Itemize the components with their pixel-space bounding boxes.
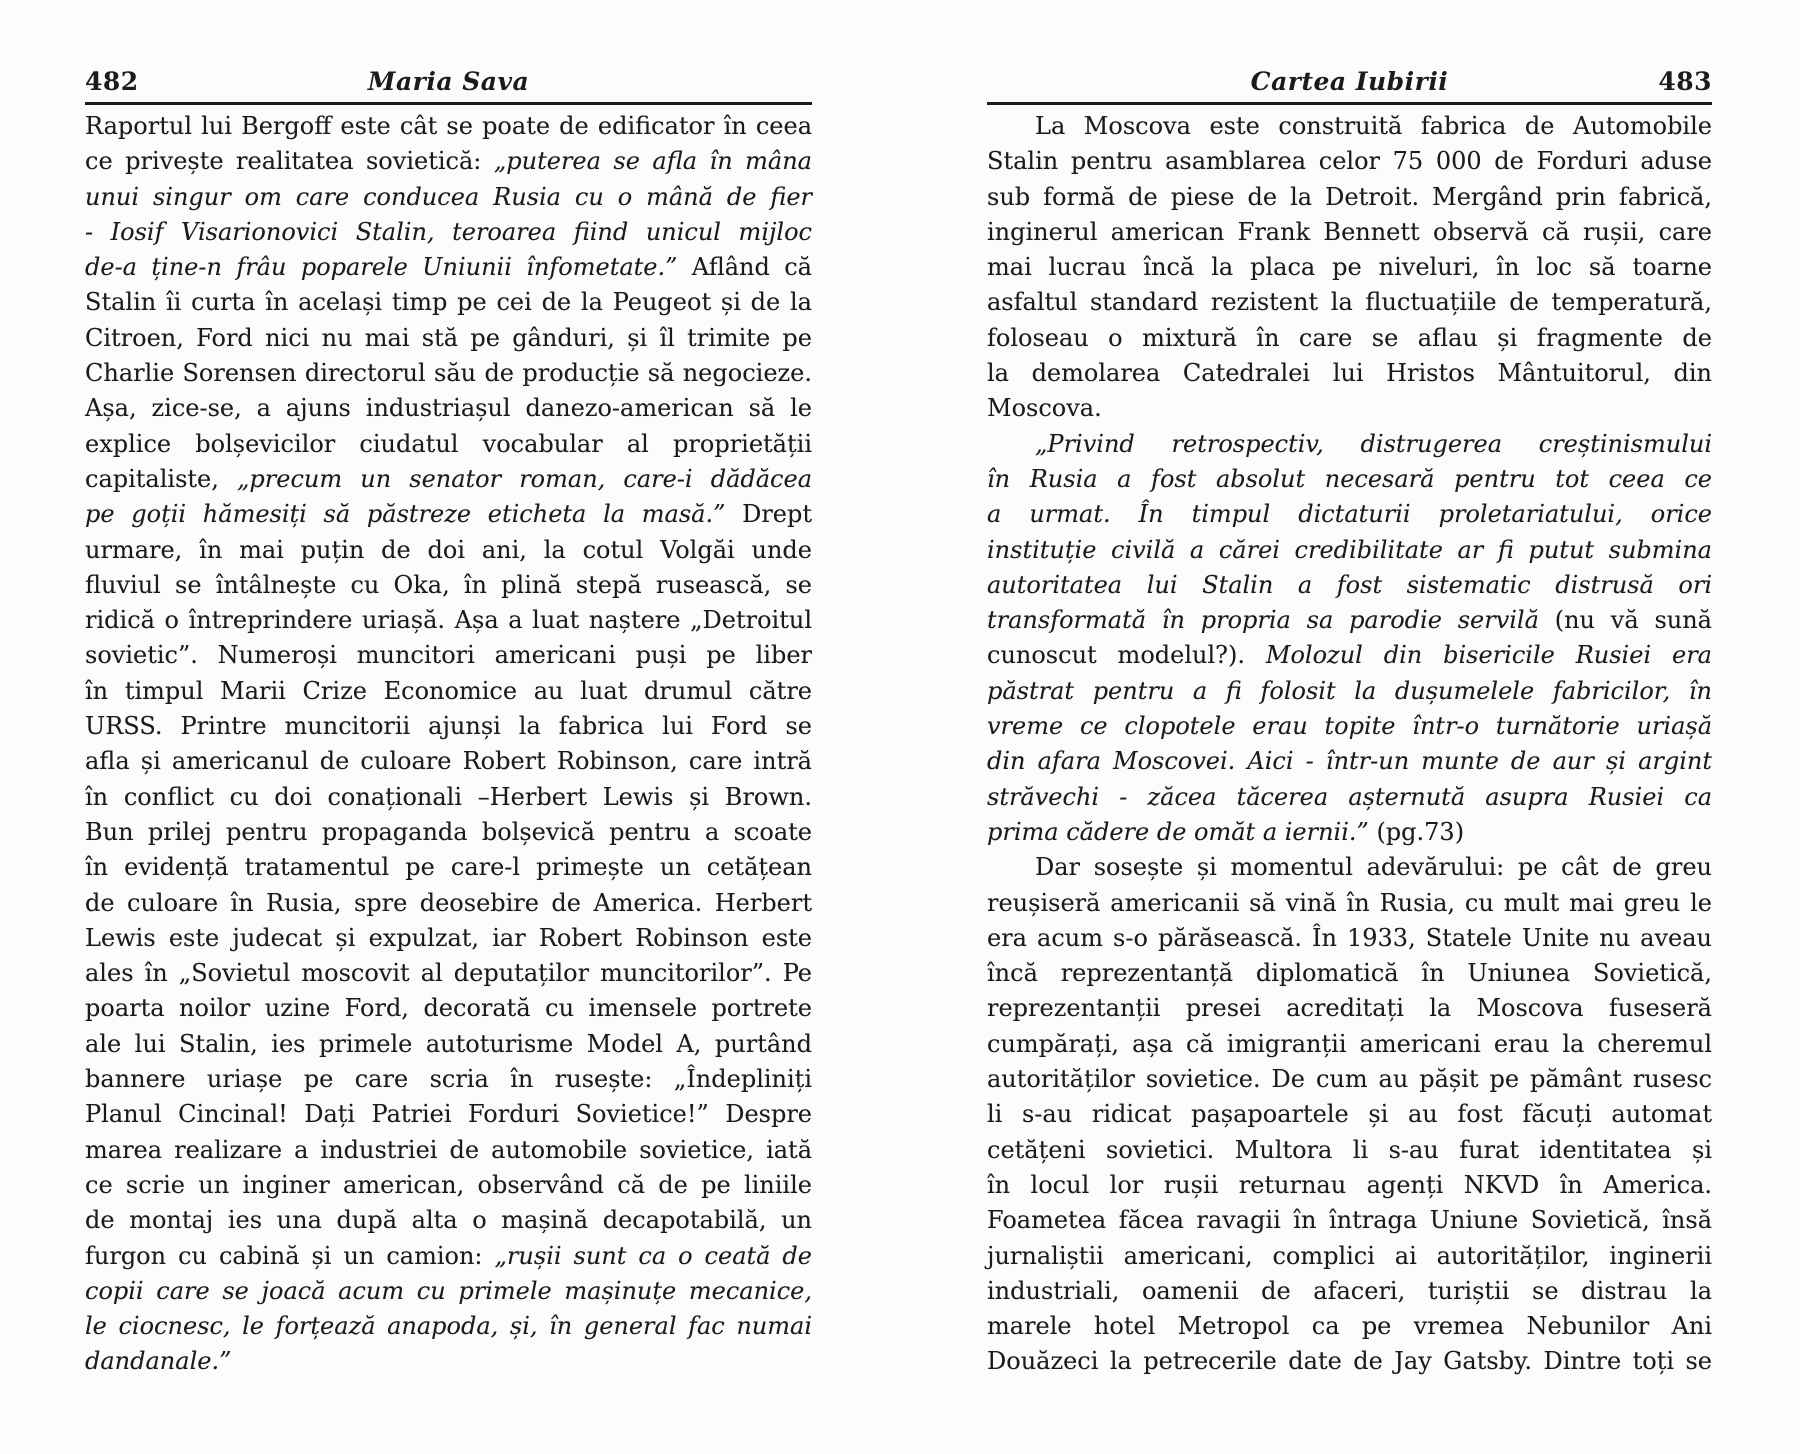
text-segment: Stalin îi curta în același timp pe cei de la Peugeot și de la	[85, 288, 812, 317]
text-line	[85, 1133, 812, 1168]
text-line	[85, 991, 812, 1026]
text-line	[85, 391, 812, 426]
text-line	[85, 850, 812, 885]
text-segment: reușiseră americanii să vină în Rusia, cu mult mai greu le	[987, 888, 1712, 917]
text-segment: Lewis este judecat și expulzat, iar Robert Robinson este	[85, 923, 812, 952]
italic-text-segment: unui singur om care conducea Rusia cu o mână de fier	[85, 182, 812, 211]
text-line	[85, 1274, 812, 1309]
text-line	[85, 568, 812, 603]
italic-text-segment: pe goții hămesiți să păstreze eticheta la masă.”	[85, 500, 726, 529]
text-line	[85, 215, 812, 250]
left-page	[85, 0, 812, 1454]
italic-text-segment: transformată în propria sa parodie servilă	[987, 606, 1555, 635]
text-segment: Așa, zice-se, a ajuns industriașul danezo-american să le	[85, 394, 812, 423]
right-page-number: 483	[1658, 67, 1712, 96]
text-segment: ridică o întreprindere uriașă. Așa a luat naștere „Detroitul	[85, 606, 812, 635]
text-line	[85, 744, 812, 779]
text-segment: inginerul american Frank Bennett observă că rușii, care	[987, 217, 1712, 246]
text-line	[85, 1168, 812, 1203]
text-line	[987, 285, 1712, 320]
text-segment: în evidență tratamentul pe care-l primește un cetățean	[85, 853, 812, 882]
text-line	[85, 180, 812, 215]
text-line	[987, 1097, 1712, 1132]
text-line	[987, 427, 1712, 462]
text-line	[85, 109, 812, 144]
text-line	[987, 533, 1712, 568]
text-segment: de culoare în Rusia, spre deosebire de America. Herbert	[85, 888, 812, 917]
italic-text-segment: „precum un senator roman, care-i dădăcea	[237, 464, 813, 493]
text-line	[987, 1062, 1712, 1097]
italic-text-segment: dandanale.”	[85, 1347, 232, 1376]
text-line	[987, 709, 1712, 744]
text-segment: mai lucrau încă la placa pe niveluri, în loc să toarne	[987, 253, 1712, 282]
text-line	[987, 144, 1712, 179]
text-segment: în timpul Marii Crize Economice au luat drumul către	[85, 676, 812, 705]
text-line	[85, 1309, 812, 1344]
italic-text-segment: instituție civilă a cărei credibilitate ar fi putut submina	[987, 535, 1712, 564]
left-page-number: 482	[85, 67, 139, 96]
text-line	[85, 1027, 812, 1062]
text-line	[987, 921, 1712, 956]
text-line	[987, 603, 1712, 638]
italic-text-segment: păstrat pentru a fi folosit la dușumelele fabricilor, în	[987, 676, 1712, 705]
text-line	[987, 462, 1712, 497]
italic-text-segment: autoritatea lui Stalin a fost sistematic distrusă ori	[987, 570, 1712, 599]
text-line	[987, 815, 1712, 850]
text-segment: Drept	[725, 500, 812, 529]
text-line	[987, 638, 1712, 673]
text-segment: autorităților sovietice. De cum au pășit pe pământ rusesc	[987, 1065, 1712, 1094]
text-line	[987, 109, 1712, 144]
text-segment: fluviul se întâlnește cu Oka, în plină stepă rusească, se	[85, 570, 812, 599]
text-segment: Charlie Sorensen directorul său de producție să negocieze.	[85, 359, 812, 388]
text-segment: Aflând că	[677, 253, 812, 282]
right-page-body	[987, 109, 1712, 1380]
text-line	[85, 144, 812, 179]
text-segment: bannere uriașe pe care scria în rusește: „Îndepliniți	[85, 1065, 812, 1094]
text-line	[987, 215, 1712, 250]
text-line	[85, 533, 812, 568]
italic-text-segment: „rușii sunt ca o ceată de	[494, 1241, 812, 1270]
text-segment: URSS. Printre muncitorii ajunși la fabrica lui Ford se	[85, 712, 812, 741]
text-line	[85, 497, 812, 532]
right-page	[987, 0, 1712, 1454]
text-segment: Citroen, Ford nici nu mai stă pe gânduri, și îl trimite pe	[85, 323, 812, 352]
text-line	[85, 780, 812, 815]
text-segment: poarta noilor uzine Ford, decorată cu imensele portrete	[85, 994, 812, 1023]
text-segment: cunoscut modelul?).	[987, 641, 1266, 670]
text-segment: în conflict cu doi conaționali –Herbert Lewis și Brown.	[85, 782, 812, 811]
text-line	[85, 603, 812, 638]
italic-text-segment: din afara Moscovei. Aici - într-un munte de aur și argint	[987, 747, 1712, 776]
text-segment: era acum s-o părăsească. În 1933, Statele Unite nu aveau	[987, 923, 1712, 952]
italic-text-segment: vreme ce clopotele erau topite într-o turnătorie uriașă	[987, 712, 1712, 741]
left-page-body	[85, 109, 812, 1380]
text-line	[987, 1309, 1712, 1344]
text-line	[85, 285, 812, 320]
text-line	[987, 356, 1712, 391]
text-segment: Stalin pentru asamblarea celor 75 000 de Forduri aduse	[987, 147, 1712, 176]
text-line	[987, 1274, 1712, 1309]
text-line	[987, 1027, 1712, 1062]
left-header-rule	[85, 102, 812, 105]
text-segment: marele hotel Metropol ca pe vremea Nebunilor Ani	[987, 1312, 1712, 1341]
text-line	[987, 1133, 1712, 1168]
text-segment: (pg.73)	[1368, 817, 1465, 846]
text-line	[987, 180, 1712, 215]
text-segment: foloseau o mixtură în care se aflau și fragmente de	[987, 323, 1712, 352]
right-page-header	[987, 68, 1712, 96]
italic-text-segment: „puterea se afla în mâna	[493, 147, 812, 176]
text-line	[987, 250, 1712, 285]
text-segment: urmare, în mai puțin de doi ani, la cotul Volgăi unde	[85, 535, 812, 564]
text-line	[85, 462, 812, 497]
text-line	[85, 1097, 812, 1132]
text-line	[987, 886, 1712, 921]
text-line	[987, 1239, 1712, 1274]
text-segment: capitaliste,	[85, 464, 237, 493]
text-line	[987, 991, 1712, 1026]
italic-text-segment: - Iosif Visarionovici Stalin, teroarea fiind unicul mijloc	[85, 217, 812, 246]
text-segment: La Moscova este construită fabrica de Automobile	[1035, 112, 1712, 140]
text-line	[987, 1344, 1712, 1379]
italic-text-segment: „Privind retrospectiv, distrugerea creștinismului	[1035, 429, 1712, 458]
text-line	[987, 1203, 1712, 1238]
text-segment: ce scrie un inginer american, observând că de pe liniile	[85, 1170, 812, 1199]
text-line	[85, 815, 812, 850]
text-segment: încă reprezentanță diplomatică în Uniunea Sovietică,	[987, 959, 1712, 988]
text-segment: afla și americanul de culoare Robert Robinson, care intră	[85, 747, 812, 776]
text-segment: în locul lor rușii returnau agenți NKVD în America.	[987, 1170, 1712, 1199]
text-line	[85, 674, 812, 709]
left-running-title: Maria Sava	[367, 67, 530, 96]
text-line	[85, 1344, 812, 1379]
text-segment: industriali, oamenii de afaceri, turiștii se distrau la	[987, 1276, 1712, 1305]
text-line	[987, 1168, 1712, 1203]
text-segment: de montaj ies una după alta o mașină decapotabilă, un	[85, 1206, 812, 1235]
text-line	[85, 638, 812, 673]
text-line	[85, 709, 812, 744]
italic-text-segment: străvechi - zăcea tăcerea așternută asupra Rusiei ca	[987, 782, 1712, 811]
text-line	[987, 780, 1712, 815]
italic-text-segment: Molozul din bisericile Rusiei era	[1265, 641, 1712, 670]
text-segment: Douăzeci la petrecerile date de Jay Gatsby. Dintre toți se	[987, 1347, 1712, 1376]
text-line	[85, 250, 812, 285]
text-line	[987, 568, 1712, 603]
text-segment: jurnaliștii americani, complici ai autorităților, inginerii	[987, 1241, 1712, 1270]
text-line	[85, 427, 812, 462]
italic-text-segment: le ciocnesc, le forțează anapoda, și, în general fac numai	[85, 1312, 812, 1341]
text-segment: cumpărați, așa că imigranții americani erau la cheremul	[987, 1029, 1712, 1058]
text-line	[85, 886, 812, 921]
text-segment: Planul Cincinal! Dați Patriei Forduri Sovietice!” Despre	[85, 1100, 812, 1129]
text-segment: li s-au ridicat pașapoartele și au fost făcuți automat	[987, 1100, 1712, 1129]
text-segment: marea realizare a industriei de automobile sovietice, iată	[85, 1135, 812, 1164]
text-segment: reprezentanții presei acreditați la Moscova fuseseră	[987, 994, 1712, 1023]
text-line	[987, 674, 1712, 709]
text-segment: Raportul lui Bergoff este cât se poate de edificator în ceea	[85, 112, 812, 140]
text-segment: ale lui Stalin, ies primele autoturisme Model A, purtând	[85, 1029, 812, 1058]
italic-text-segment: în Rusia a fost absolut necesară pentru tot ceea ce	[987, 464, 1712, 493]
text-line	[85, 956, 812, 991]
text-line	[85, 1239, 812, 1274]
left-page-header	[85, 68, 812, 96]
text-segment: ce privește realitatea sovietică:	[85, 147, 494, 176]
text-segment: Moscova.	[987, 394, 1102, 423]
text-segment: sub formă de piese de la Detroit. Mergând prin fabrică,	[987, 182, 1712, 211]
text-segment: ales în „Sovietul moscovit al deputaților muncitorilor”. Pe	[85, 959, 812, 988]
italic-text-segment: copii care se joacă acum cu primele mașinuțe mecanice,	[85, 1276, 812, 1305]
right-header-rule	[987, 102, 1712, 105]
italic-text-segment: prima cădere de omăt a iernii.”	[987, 817, 1369, 846]
text-line	[987, 850, 1712, 885]
text-segment: cetățeni sovietici. Multora li s-au furat identitatea și	[987, 1135, 1712, 1164]
text-segment: Dar sosește și momentul adevărului: pe cât de greu	[1035, 853, 1712, 882]
text-line	[987, 744, 1712, 779]
text-line	[85, 921, 812, 956]
text-line	[85, 1062, 812, 1097]
text-segment: Foametea făcea ravagii în întraga Uniune Sovietică, însă	[987, 1206, 1712, 1235]
text-segment: explice bolșevicilor ciudatul vocabular al proprietății	[85, 429, 812, 458]
text-line	[85, 1203, 812, 1238]
text-segment: Bun prilej pentru propaganda bolșevică pentru a scoate	[85, 817, 812, 846]
text-line	[987, 497, 1712, 532]
text-segment: sovietic”. Numeroși muncitori americani puși pe liber	[85, 641, 812, 670]
text-segment: furgon cu cabină și un camion:	[85, 1241, 495, 1270]
text-line	[987, 956, 1712, 991]
text-line	[987, 391, 1712, 426]
italic-text-segment: a urmat. În timpul dictaturii proletariatului, orice	[987, 500, 1712, 529]
text-line	[987, 321, 1712, 356]
text-line	[85, 321, 812, 356]
italic-text-segment: de-a ține-n frâu poparele Uniunii înfometate.”	[85, 253, 678, 282]
text-segment: la demolarea Catedralei lui Hristos Mântuitorul, din	[987, 359, 1712, 388]
right-running-title: Cartea Iubirii	[1250, 67, 1449, 96]
text-segment: (nu vă sună	[1554, 606, 1712, 635]
text-line	[85, 356, 812, 391]
text-segment: asfaltul standard rezistent la fluctuațiile de temperatură,	[987, 288, 1712, 317]
